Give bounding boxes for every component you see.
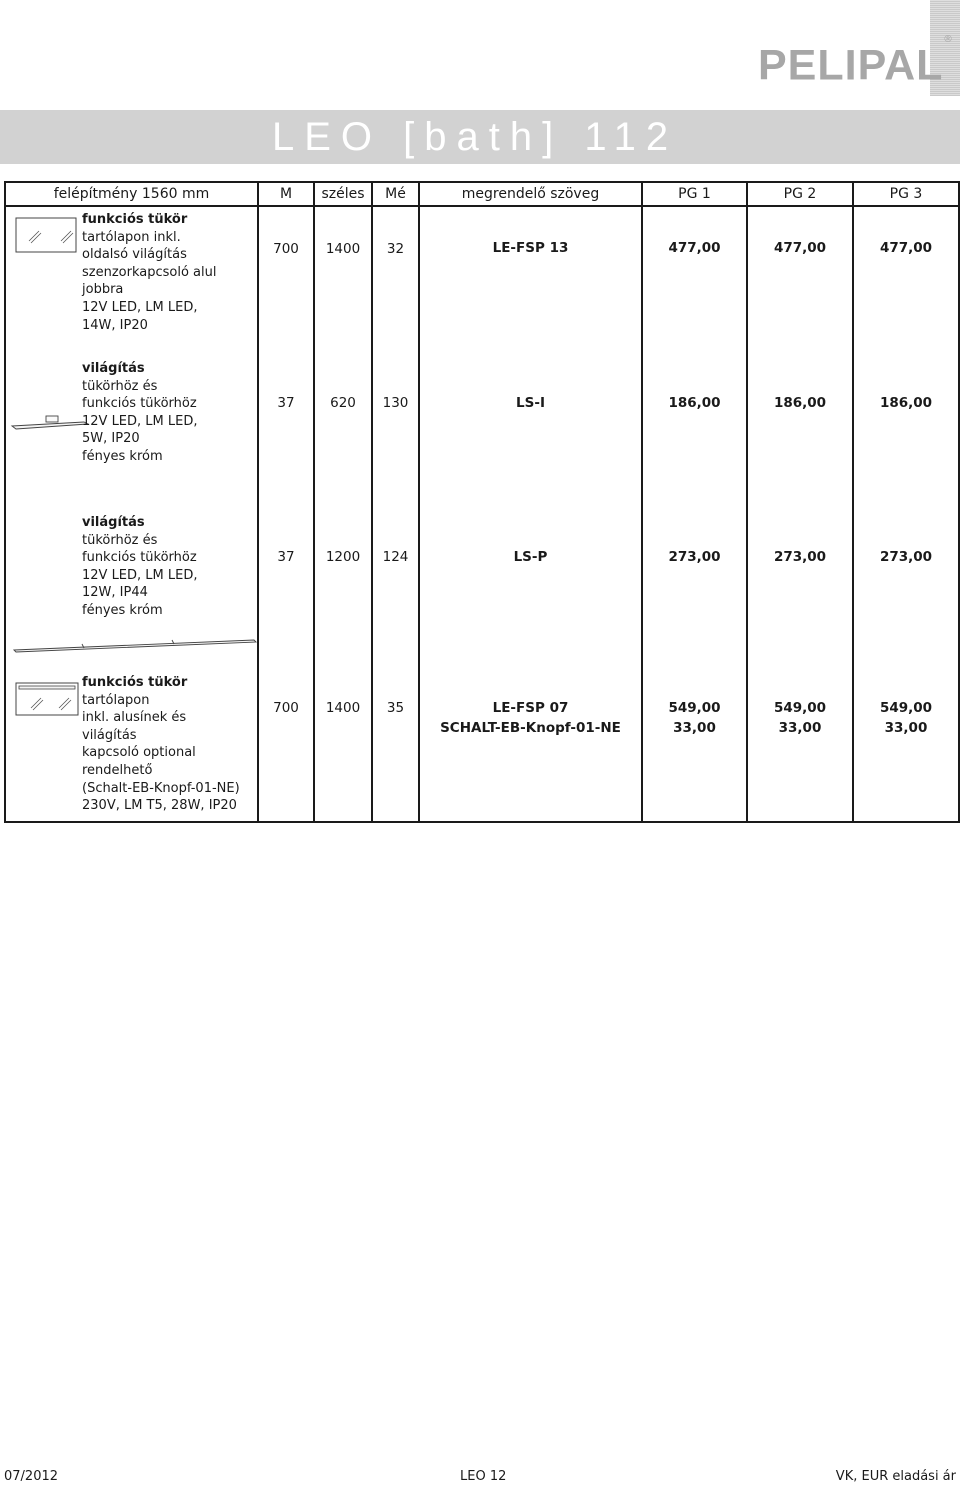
col-header-m: M	[258, 182, 314, 206]
cell-m: 37	[258, 514, 314, 668]
col-header-width: széles	[314, 182, 372, 206]
table-row	[5, 360, 959, 514]
cell-depth: 130	[372, 360, 419, 514]
table-row	[5, 514, 959, 668]
cell-order-text: LE-FSP 07 SCHALT-EB-Knopf-01-NE	[419, 668, 642, 822]
col-header-description: felépítmény 1560 mm	[5, 182, 258, 206]
table-header-row	[5, 182, 959, 206]
title-banner	[0, 110, 960, 164]
page-footer	[0, 1468, 960, 1486]
cell-pg2: 186,00	[747, 360, 853, 514]
cell-order-text: LS-I	[419, 360, 642, 514]
col-header-pg1: PG 1	[642, 182, 747, 206]
product-description	[5, 514, 258, 668]
product-description	[5, 668, 258, 822]
cell-depth: 35	[372, 668, 419, 822]
cell-width: 1200	[314, 514, 372, 668]
description-text: funkciós tükör tartólapon inkl. alusínek és világítás kapcsoló optional rendelhető (Schalt-EB-Knopf-01-NE) 230V, LM T5, 28W, IP20	[82, 675, 240, 814]
brand-logo: PELIPAL®	[758, 34, 953, 90]
cell-m: 700	[258, 206, 314, 360]
cell-order-text: LE-FSP 13	[419, 206, 642, 360]
long-lamp-icon	[12, 636, 258, 654]
cell-width: 620	[314, 360, 372, 514]
cell-m: 37	[258, 360, 314, 514]
description-text: funkciós tükör tartólapon inkl. oldalsó világítás szenzorkapcsoló alul jobbra 12V LED, LM LED, 14W, IP20	[82, 212, 217, 333]
col-header-order-text: megrendelő szöveg	[419, 182, 642, 206]
col-header-pg2: PG 2	[747, 182, 853, 206]
short-lamp-icon	[10, 410, 90, 432]
footer-date: 07/2012	[4, 1469, 59, 1484]
product-description	[5, 360, 258, 514]
cell-pg1: 186,00	[642, 360, 747, 514]
table-row	[5, 668, 959, 822]
col-header-pg3: PG 3	[853, 182, 959, 206]
cell-pg2: 549,00 33,00	[747, 668, 853, 822]
table-row	[5, 206, 959, 360]
cell-width: 1400	[314, 206, 372, 360]
footer-price-note: VK, EUR eladási ár	[835, 1469, 956, 1484]
col-header-depth: Mé	[372, 182, 419, 206]
cell-pg3: 273,00	[853, 514, 959, 668]
cell-pg3: 477,00	[853, 206, 959, 360]
footer-model: LEO 12	[460, 1469, 507, 1484]
cell-pg3: 186,00	[853, 360, 959, 514]
cell-width: 1400	[314, 668, 372, 822]
product-description	[5, 206, 258, 360]
description-text: világítás tükörhöz és funkciós tükörhöz 12V LED, LM LED, 12W, IP44 fényes króm	[82, 515, 198, 618]
cell-pg1: 549,00 33,00	[642, 668, 747, 822]
cell-depth: 32	[372, 206, 419, 360]
cell-pg3: 549,00 33,00	[853, 668, 959, 822]
mirror-icon	[15, 217, 77, 253]
mirror-with-bar-icon	[15, 682, 79, 716]
cell-order-text: LS-P	[419, 514, 642, 668]
cell-depth: 124	[372, 514, 419, 668]
price-table	[4, 181, 960, 823]
description-text: világítás tükörhöz és funkciós tükörhöz 12V LED, LM LED, 5W, IP20 fényes króm	[82, 361, 198, 464]
cell-m: 700	[258, 668, 314, 822]
cell-pg2: 477,00	[747, 206, 853, 360]
cell-pg1: 477,00	[642, 206, 747, 360]
cell-pg1: 273,00	[642, 514, 747, 668]
cell-pg2: 273,00	[747, 514, 853, 668]
page-title: LEO [bath] 112	[272, 115, 679, 159]
